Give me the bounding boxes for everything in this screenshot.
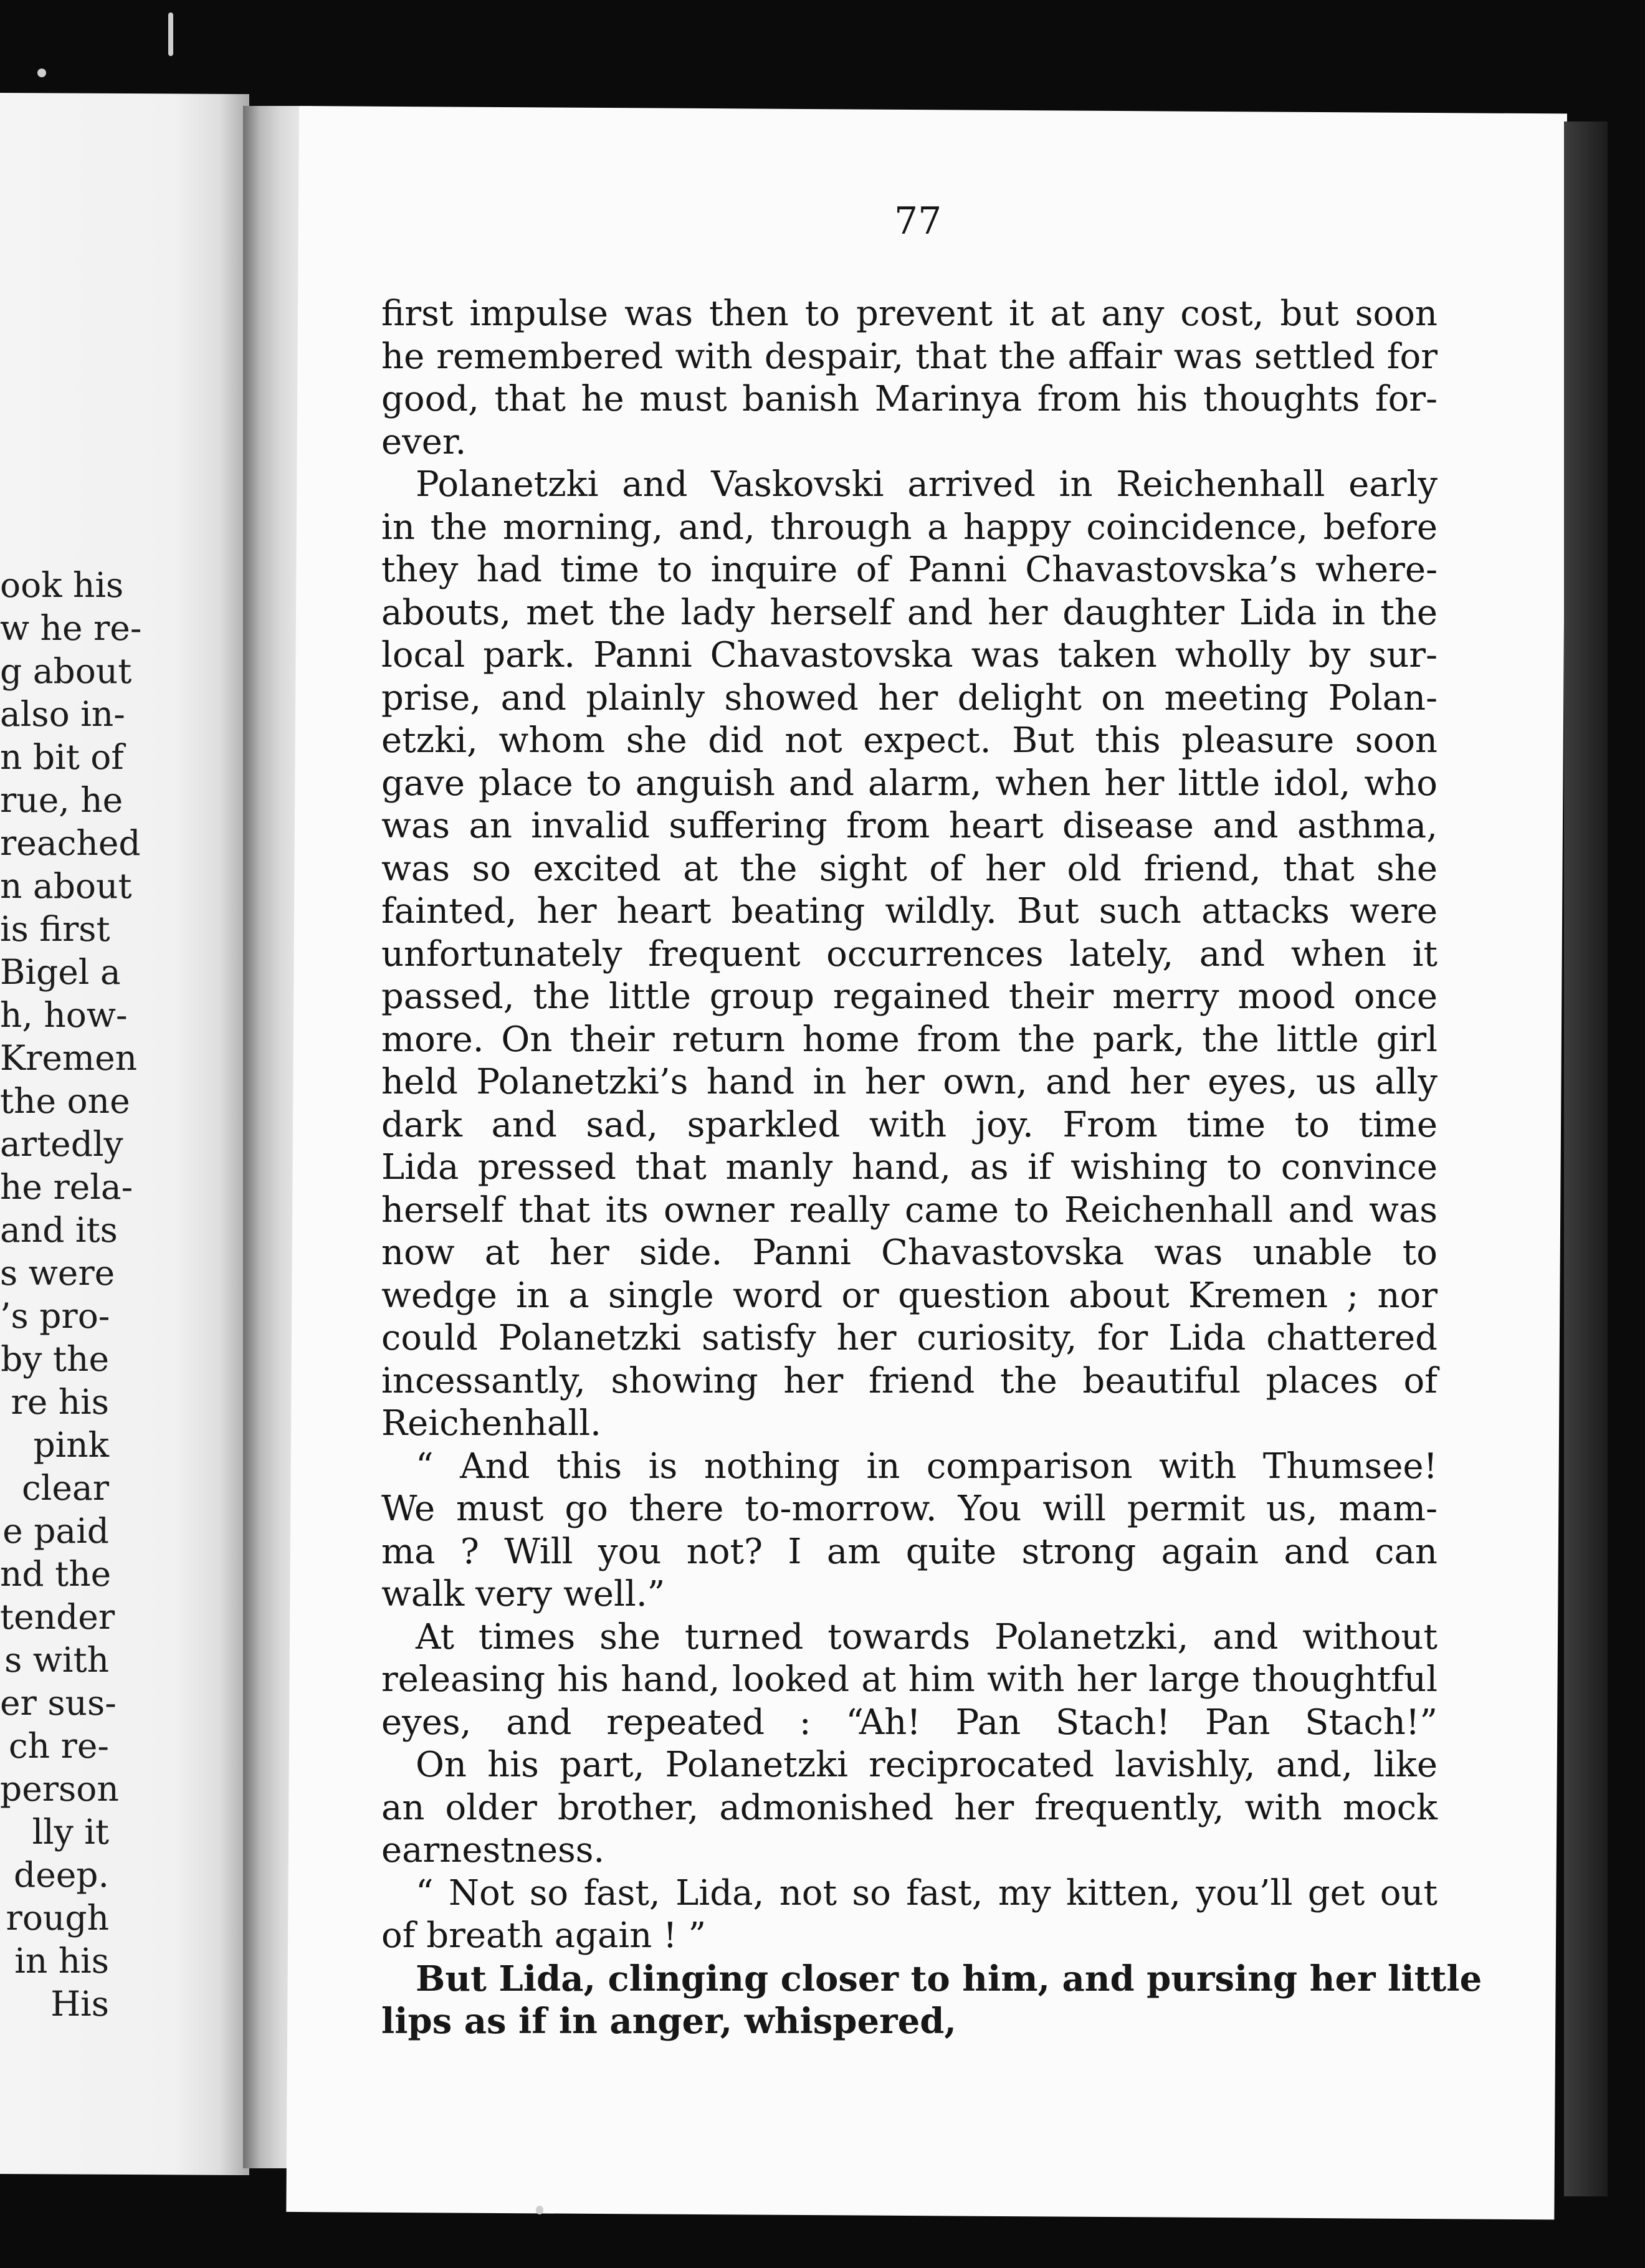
- text-line: local park. Panni Chavastovska was taken wholly by sur-: [381, 635, 1438, 675]
- text-line: held Polanetzki’s hand in her own, and her eyes, us ally: [381, 1062, 1438, 1102]
- text-line: in the morning, and, through a happy coincidence, before: [381, 507, 1438, 548]
- text-line: unfortunately frequent occurrences lately, and when it: [381, 933, 1438, 974]
- text-line: wedge in a single word or question about Kremen ; nor: [381, 1275, 1438, 1316]
- left-page-text: [0, 564, 142, 2026]
- text-line: prise, and plainly showed her delight on meeting Polan-: [381, 677, 1438, 718]
- left-text-line: pink: [33, 1425, 109, 1465]
- left-text-line: Bigel a: [0, 952, 121, 992]
- text-line: lips as if in anger, whispered,: [381, 2001, 956, 2042]
- left-text-line: Kremen: [0, 1038, 138, 1078]
- left-text-line: in his: [14, 1941, 109, 1981]
- left-text-line: and its: [0, 1210, 118, 1250]
- left-text-line: person: [0, 1769, 119, 1809]
- text-line: At times she turned towards Polanetzki, and without: [416, 1616, 1438, 1657]
- text-line: an older brother, admonished her frequently, with mock: [381, 1787, 1438, 1828]
- left-text-line: artedly: [0, 1124, 123, 1164]
- text-line: herself that its owner really came to Reichenhall and was: [381, 1189, 1438, 1231]
- dust-speck: [37, 69, 46, 77]
- text-line: “ And this is nothing in comparison with Thumsee!: [416, 1446, 1438, 1487]
- left-text-line: w he re-: [0, 608, 142, 648]
- left-text-line: ’s pro-: [0, 1296, 110, 1336]
- text-line: they had time to inquire of Panni Chavastovska’s where-: [381, 550, 1438, 590]
- text-line: On his part, Polanetzki reciprocated lavishly, and, like: [416, 1745, 1438, 1785]
- text-line: But Lida, clinging closer to him, and pursing her little: [416, 1958, 1482, 1999]
- left-text-line: g about: [0, 651, 132, 691]
- text-line: he remembered with despair, that the affair was settled for: [381, 336, 1438, 377]
- left-text-line: he rela-: [0, 1167, 133, 1207]
- left-text-line: reached: [0, 823, 141, 863]
- left-text-line: er sus-: [0, 1683, 117, 1723]
- left-text-line: h, how-: [0, 995, 128, 1035]
- text-line: We must go there to-morrow. You will permit us, mam-: [381, 1489, 1438, 1529]
- text-line: now at her side. Panni Chavastovska was unable to: [381, 1232, 1438, 1273]
- text-line: was an invalid suffering from heart disease and asthma,: [381, 806, 1438, 846]
- text-line: first impulse was then to prevent it at any cost, but soon: [381, 293, 1438, 334]
- text-line: fainted, her heart beating wildly. But such attacks were: [381, 891, 1438, 932]
- left-text-line: s with: [4, 1640, 109, 1680]
- book-edge: [1564, 122, 1608, 2196]
- text-line: Lida pressed that manly hand, as if wishing to convince: [381, 1147, 1438, 1188]
- left-text-line: s were: [0, 1253, 115, 1293]
- text-line: passed, the little group regained their merry mood once: [381, 976, 1438, 1017]
- text-line: ever.: [381, 421, 467, 462]
- text-line: was so excited at the sight of her old friend, that she: [381, 848, 1438, 889]
- left-text-line: e paid: [2, 1511, 109, 1551]
- left-text-line: lly it: [32, 1812, 109, 1852]
- text-line: “ Not so fast, Lida, not so fast, my kitten, you’ll get out: [416, 1872, 1438, 1913]
- text-line: gave place to anguish and alarm, when her little idol, who: [381, 763, 1438, 804]
- page-number: 77: [894, 199, 942, 243]
- text-line: of breath again ! ”: [381, 1915, 707, 1956]
- left-text-line: deep.: [14, 1855, 109, 1895]
- left-text-line: re his: [11, 1382, 109, 1422]
- text-line: eyes, and repeated : “Ah! Pan Stach! Pan Stach!”: [381, 1702, 1438, 1743]
- left-text-line: clear: [21, 1468, 109, 1508]
- text-line: more. On their return home from the park, the little girl: [381, 1019, 1438, 1060]
- dust-speck: [168, 12, 173, 56]
- left-text-line: n bit of: [0, 737, 124, 777]
- dust-speck: [536, 2206, 543, 2214]
- text-line: incessantly, showing her friend the beautiful places of: [381, 1360, 1438, 1401]
- left-text-line: rue, he: [0, 780, 123, 820]
- left-text-line: ch re-: [8, 1726, 109, 1766]
- text-line: walk very well.”: [381, 1574, 665, 1614]
- text-line: dark and sad, sparkled with joy. From time to time: [381, 1104, 1438, 1145]
- text-line: ma ? Will you not? I am quite strong again and can: [381, 1531, 1438, 1572]
- text-line: releasing his hand, looked at him with her large thoughtful: [381, 1659, 1438, 1700]
- text-line: earnestness.: [381, 1830, 605, 1870]
- left-text-line: also in-: [0, 694, 125, 734]
- text-line: good, that he must banish Marinya from his thoughts for-: [381, 379, 1438, 419]
- text-line: Polanetzki and Vaskovski arrived in Reichenhall early: [416, 464, 1438, 505]
- left-text-line: is first: [0, 909, 110, 949]
- text-line: abouts, met the lady herself and her daughter Lida in the: [381, 592, 1438, 633]
- text-line: etzki, whom she did not expect. But this pleasure soon: [381, 720, 1438, 761]
- left-text-line: nd the: [0, 1554, 112, 1594]
- text-line: Reichenhall.: [381, 1403, 601, 1444]
- left-text-line: His: [50, 1984, 109, 2024]
- left-text-line: rough: [6, 1898, 109, 1938]
- left-text-line: the one: [0, 1081, 130, 1121]
- left-text-line: ook his: [0, 565, 124, 605]
- left-text-line: n about: [0, 866, 132, 906]
- text-line: could Polanetzki satisfy her curiosity, for Lida chattered: [381, 1318, 1438, 1358]
- left-text-line: tender: [0, 1597, 115, 1637]
- page-body-text: [381, 293, 1482, 2043]
- left-text-line: by the: [1, 1339, 109, 1379]
